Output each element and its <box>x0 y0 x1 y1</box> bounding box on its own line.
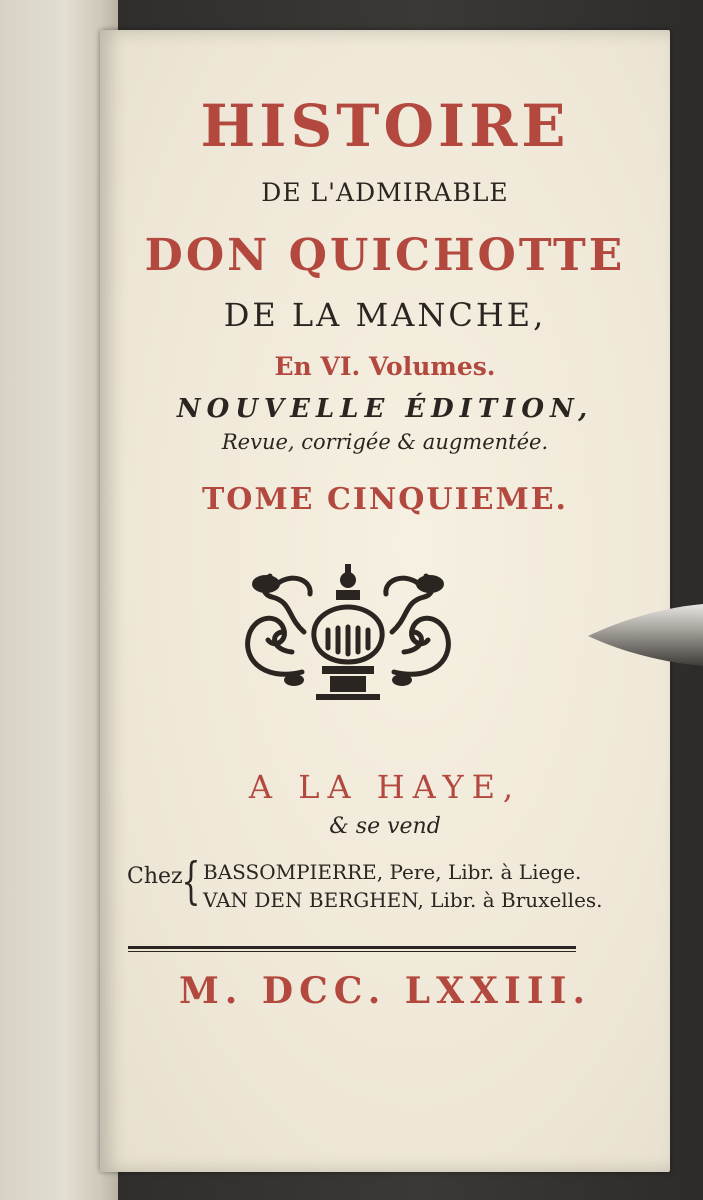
divider-rule <box>128 946 576 949</box>
title-page <box>100 30 670 1172</box>
chez-label: Chez <box>127 864 183 889</box>
hero-name: DON QUICHOTTE <box>144 230 626 281</box>
book-title: HISTOIRE <box>200 92 570 160</box>
tome-line: TOME CINQUIEME. <box>201 482 569 517</box>
brace-icon: { <box>181 852 201 910</box>
metal-pointer-icon <box>588 600 703 670</box>
edition-line: NOUVELLE ÉDITION, <box>176 394 594 424</box>
volumes-line: En VI. Volumes. <box>274 352 496 381</box>
crown-vase-ornament-icon <box>232 562 464 708</box>
publisher-line-2: VAN DEN BERGHEN, Libr. à Bruxelles. <box>203 888 603 912</box>
title-subline-2: DE LA MANCHE, <box>223 296 547 334</box>
title-subline-1: DE L'ADMIRABLE <box>261 178 509 207</box>
revision-line: Revue, corrigée & augmentée. <box>221 430 549 454</box>
publisher-line-1: BASSOMPIERRE, Pere, Libr. à Liege. <box>203 860 582 884</box>
place-line: A LA HAYE, <box>248 768 522 806</box>
imprint-date: M. DCC. LXXIII. <box>178 970 592 1012</box>
sold-line: & se vend <box>329 814 441 839</box>
divider-rule-thin <box>128 951 576 952</box>
